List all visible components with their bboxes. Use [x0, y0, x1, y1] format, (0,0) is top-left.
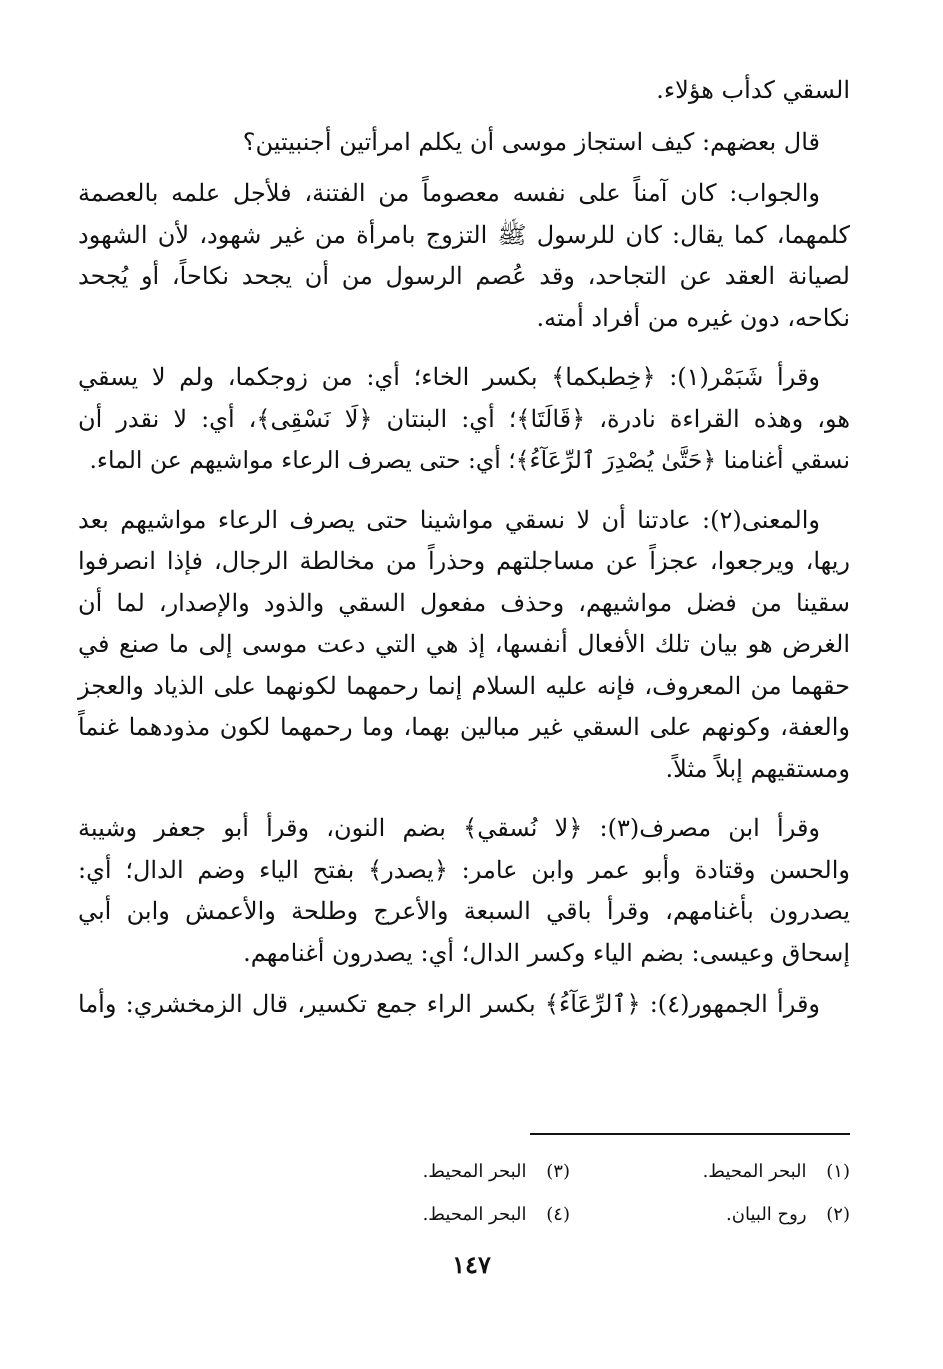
text-line: والعفة، وكونهم على السقي غير مبالين بهما، وما رحمهما لكون مذودهما غنماً: [78, 713, 850, 741]
footnote-3: [290, 1150, 570, 1193]
text-line: الغرض هو بيان تلك الأفعال أنفسها، إذ هي التي دعت موسى إلى ما صنع في: [78, 630, 850, 658]
text-line: قال بعضهم: كيف استجاز موسى أن يكلم امرأتين أجنبيتين؟: [242, 127, 820, 156]
footnote-1: [570, 1150, 850, 1193]
text-line: كلمهما، كما يقال: كان للرسول ﷺ التزوج بامرأة من غير شهود، لأن الشهود: [78, 220, 850, 249]
footnote-row: [290, 1150, 850, 1193]
text-line: لصيانة العقد عن التجاحد، وقد عُصم الرسول من أن يجحد نكاحاً، أو يُجحد: [78, 262, 850, 290]
text-line: حقهما من المعروف، فإنه عليه السلام إنما رحمهما لكونهما على الذياد والعجز: [78, 671, 850, 700]
text-line: ومستقيهم إبلاً مثلاً.: [665, 754, 850, 783]
footnote-text: روح البيان.: [726, 1204, 807, 1225]
text-line: نسقي أغنامنا ﴿حَتَّىٰ يُصْدِرَ ٱلرِّعَآءُ﴾؛ أي: حتى يصرف الرعاء مواشيهم عن الماء.: [89, 446, 850, 474]
footnotes: [290, 1150, 850, 1236]
page-body: [78, 70, 850, 1026]
text-line: وقرأ شَبَمْر(١): ﴿خِطبكما﴾ بكسر الخاء؛ أي: من زوجكما، ولم لا يسقي: [78, 363, 821, 391]
footnote-text: البحر المحيط.: [422, 1204, 527, 1225]
text-line: والجواب: كان آمناً على نفسه معصوماً من الفتنة، فلأجل علمه بالعصمة: [78, 179, 820, 207]
text-line: سقينا من فضل مواشيهم، وحذف مفعول السقي والذود والإصدار، لما أن: [78, 588, 850, 617]
footnote-divider: [530, 1133, 850, 1135]
text-line: إسحاق وعيسى: بضم الياء وكسر الدال؛ أي: يصدرون أغنامهم.: [243, 938, 850, 967]
footnote-4: [290, 1193, 570, 1236]
footnote-number: (٢): [826, 1204, 850, 1225]
text-line: يصدرون بأغنامهم، وقرأ باقي السبعة والأعرج وطلحة والأعمش وابن أبي: [78, 897, 850, 925]
page-number: ١٤٧: [452, 1250, 491, 1279]
footnote-number: (٣): [546, 1161, 570, 1182]
text-line: وقرأ ابن مصرف(٣): ﴿لا نُسقي﴾ بضم النون، وقرأ أبو جعفر وشيبة: [78, 814, 820, 842]
paragraph-readings-2: [78, 808, 850, 974]
text-line: هو، وهذه القراءة نادرة، ﴿قَالَتَا﴾؛ أي: البنتان ﴿لَا نَسْقِى﴾، أي: لا نقدر أن: [78, 404, 850, 433]
footnote-row: [290, 1193, 850, 1236]
text-line: والمعنى(٢): عادتنا أن لا نسقي مواشينا حتى يصرف الرعاء مواشيهم بعد: [78, 505, 820, 534]
paragraph-answer: [78, 173, 850, 339]
text-line: والحسن وقتادة وأبو عمر وابن عامر: ﴿يصدر﴾ بفتح الياء وضم الدال؛ أي:: [78, 855, 850, 884]
paragraph-meaning: [78, 500, 850, 791]
text-line: ريها، ويرجعوا، عجزاً عن مساجلتهم وحذراً من مخالطة الرجال، فإذا انصرفوا: [78, 547, 850, 575]
paragraph-question: [78, 122, 850, 164]
footnote-text: البحر المحيط.: [422, 1161, 527, 1182]
footnote-number: (١): [826, 1161, 850, 1182]
footnote-text: البحر المحيط.: [702, 1161, 807, 1182]
paragraph-reading: [78, 357, 850, 482]
footnote-number: (٤): [546, 1204, 570, 1225]
footnote-2: [570, 1193, 850, 1236]
text-line: السقي كدأب هؤلاء.: [656, 76, 850, 104]
paragraph-jumhur: [78, 984, 850, 1026]
text-line: نكاحه، دون غيره من أفراد أمته.: [536, 303, 850, 332]
paragraph-continuation: [78, 70, 850, 112]
text-line: وقرأ الجمهور(٤): ﴿ٱلرِّعَآءُ﴾ بكسر الراء جمع تكسير، قال الزمخشري: وأما: [78, 990, 821, 1018]
